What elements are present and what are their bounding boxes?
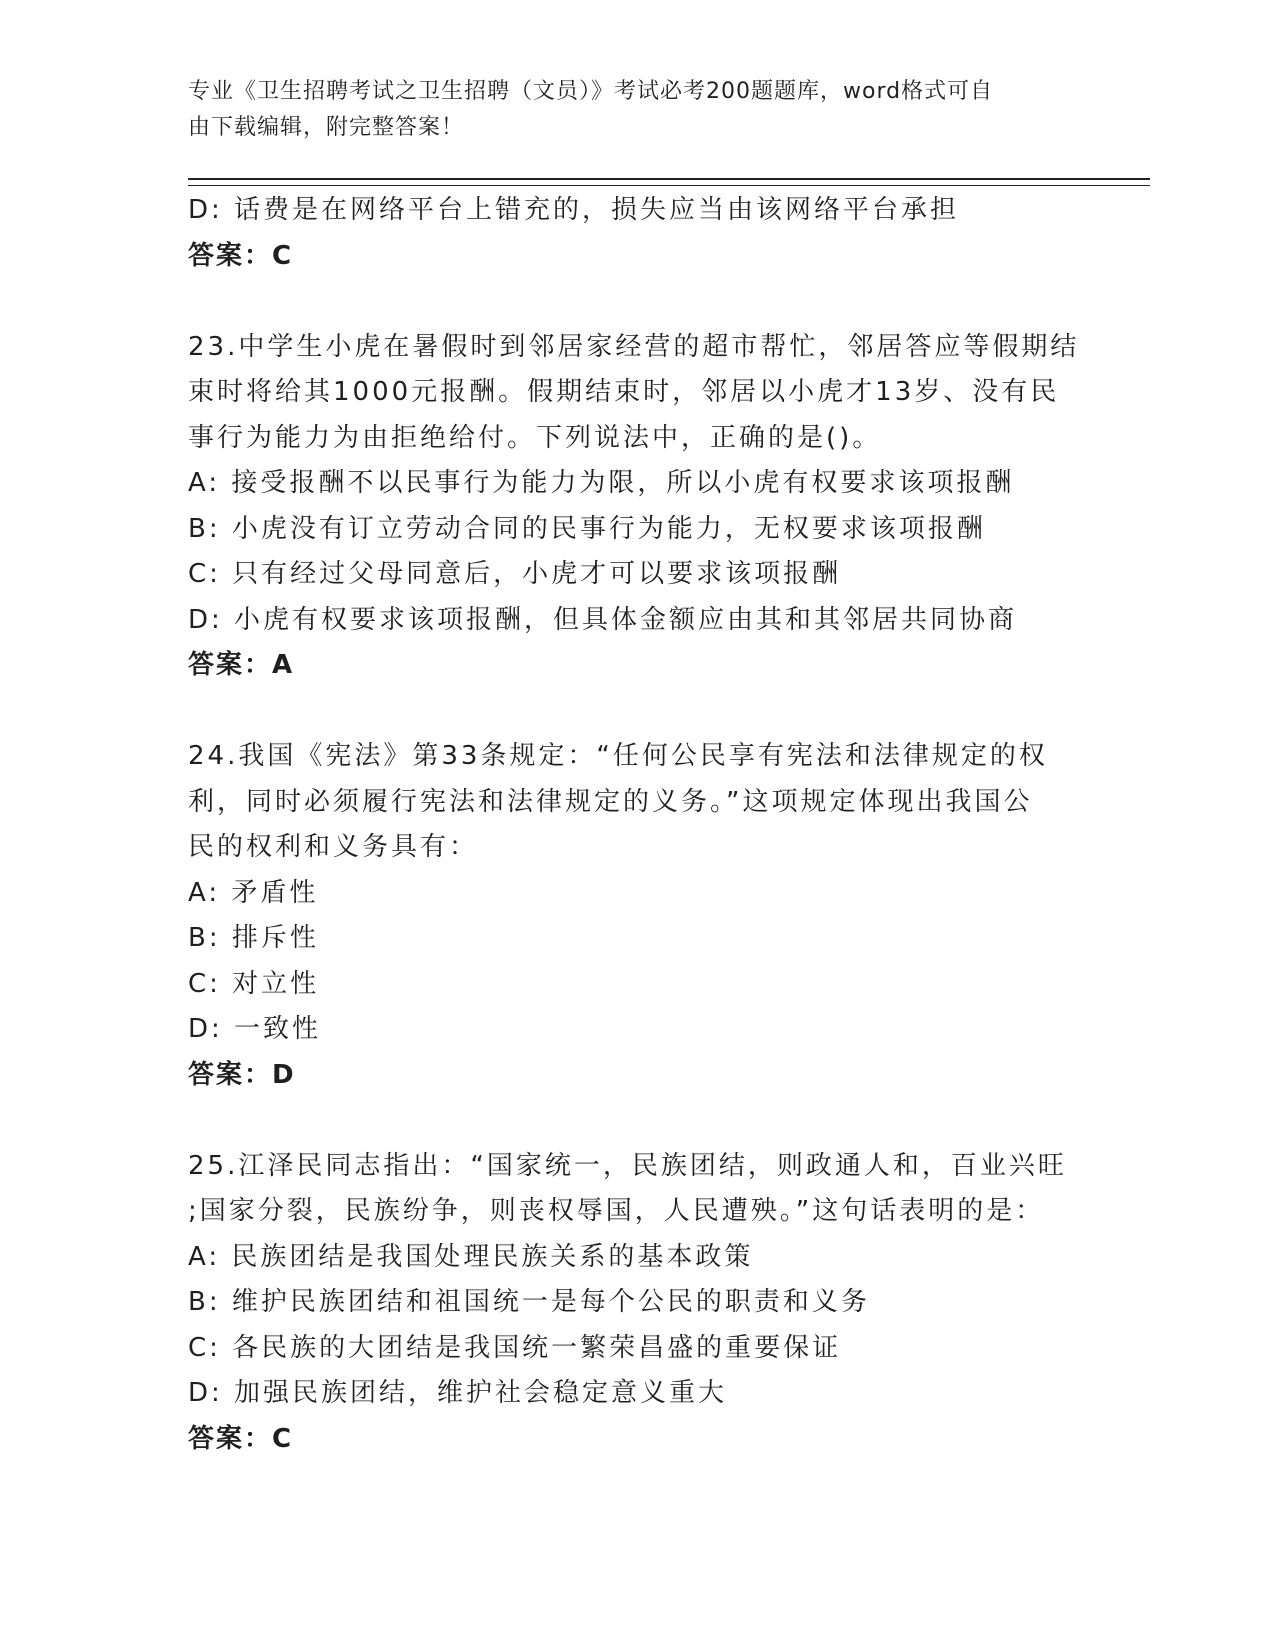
option-c: C: 各民族的大团结是我国统一繁荣昌盛的重要保证 [188, 1332, 842, 1363]
option-c: C: 只有经过父母同意后，小虎才可以要求该项报酬 [188, 559, 842, 589]
previous-question-tail [188, 188, 1088, 279]
option-a: A: 接受报酬不以民事行为能力为限，所以小虎有权要求该项报酬 [188, 468, 1015, 498]
question-24 [188, 734, 1088, 1098]
option-a: A: 民族团结是我国处理民族关系的基本政策 [188, 1241, 754, 1272]
option-d: D: 小虎有权要求该项报酬，但具体金额应由其和其邻居共同协商 [188, 604, 1018, 635]
question-stem-line: 25.江泽民同志指出：“国家统一，民族团结，则政通人和，百业兴旺 [188, 1150, 1067, 1181]
option-d: D: 加强民族团结，维护社会稳定意义重大 [188, 1378, 728, 1408]
question-stem-line: ;国家分裂，民族纷争，则丧权辱国，人民遭殃。”这句话表明的是： [188, 1196, 1045, 1226]
option-b: B: 排斥性 [188, 923, 319, 953]
header-divider-thin [188, 185, 1150, 186]
answer-line: 答案：D [188, 1059, 296, 1090]
header-line-2: 由下载编辑，附完整答案！ [188, 115, 465, 140]
question-stem-line: 24.我国《宪法》第33条规定：“任何公民享有宪法和法律规定的权 [188, 741, 1048, 771]
option-b: B: 小虎没有订立劳动合同的民事行为能力，无权要求该项报酬 [188, 513, 986, 544]
option-b: B: 维护民族团结和祖国统一是每个公民的职责和义务 [188, 1287, 870, 1317]
spacer [188, 1098, 1088, 1144]
spacer [188, 279, 1088, 325]
answer-line: 答案：A [188, 650, 295, 680]
question-stem-line: 束时将给其1000元报酬。假期结束时，邻居以小虎才13岁、没有民 [188, 377, 1060, 407]
question-content [188, 188, 1088, 1462]
answer-line: 答案：C [188, 1423, 294, 1454]
header-divider-thick [188, 178, 1150, 180]
question-23 [188, 325, 1088, 689]
document-header [188, 74, 1068, 146]
option-a: A: 矛盾性 [188, 877, 319, 908]
question-stem-line: 事行为能力为由拒绝给付。下列说法中，正确的是()。 [188, 422, 882, 453]
option-c: C: 对立性 [188, 968, 320, 999]
question-25 [188, 1144, 1088, 1463]
header-line-1: 专业《卫生招聘考试之卫生招聘（文员）》考试必考200题题库，word格式可自 [188, 79, 994, 104]
question-stem-line: 民的权利和义务具有： [188, 832, 479, 862]
option-d: D: 话费是在网络平台上错充的，损失应当由该网络平台承担 [188, 195, 960, 225]
option-d: D: 一致性 [188, 1014, 322, 1044]
answer-line: 答案：C [188, 240, 294, 271]
question-stem-line: 23.中学生小虎在暑假时到邻居家经营的超市帮忙，邻居答应等假期结 [188, 331, 1080, 362]
spacer [188, 689, 1088, 735]
question-stem-line: 利，同时必须履行宪法和法律规定的义务。”这项规定体现出我国公 [188, 786, 1033, 817]
